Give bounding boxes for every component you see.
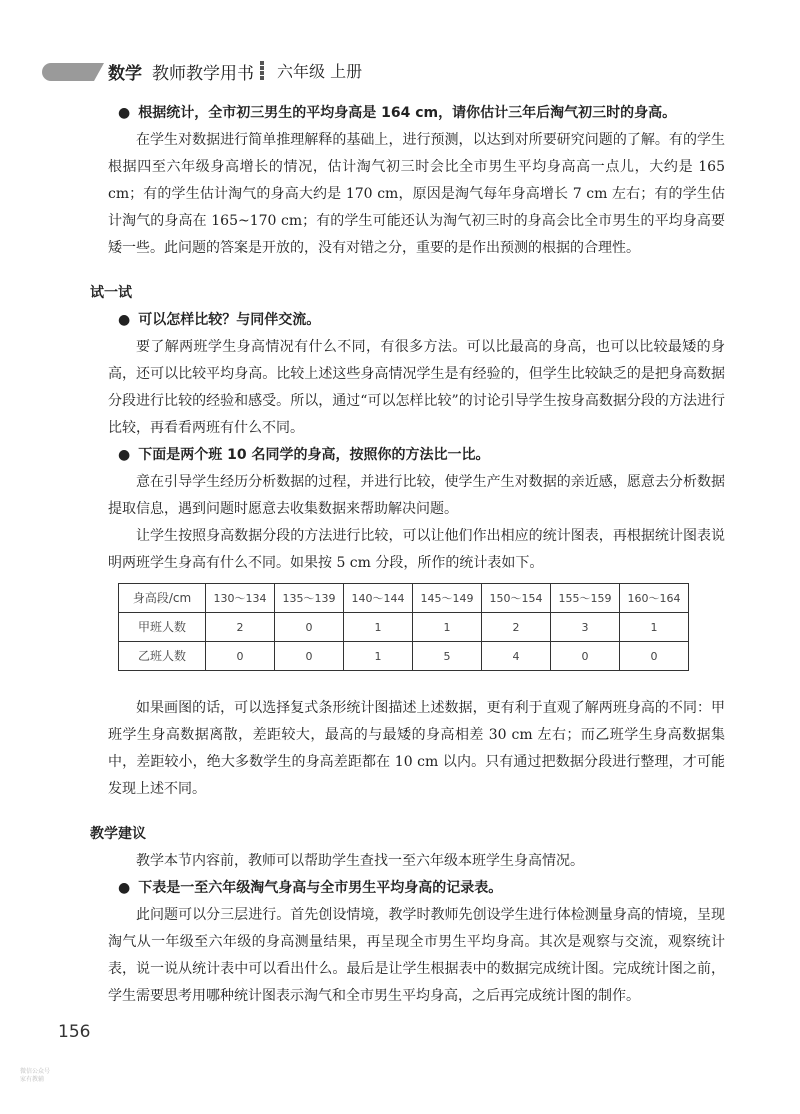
table-row [119, 642, 689, 671]
table-cell: 160～164 [620, 584, 689, 613]
header-subject: 数学 [108, 64, 142, 84]
watermark-line: 家有教辅 [20, 1076, 45, 1083]
bullet-question-4: ● 下表是一至六年级淘气身高与全市男生平均身高的记录表。 [118, 880, 503, 896]
header-tab-decoration [42, 63, 94, 81]
table-cell: 1 [413, 613, 482, 642]
page-content [90, 100, 725, 1010]
header-grade: 六年级 上册 [277, 62, 363, 81]
table-cell: 3 [551, 613, 620, 642]
section-heading-suggestion: 教学建议 [90, 826, 146, 842]
height-stats-table [118, 583, 689, 671]
table-cell: 乙班人数 [119, 642, 206, 671]
page-number: 156 [58, 1022, 91, 1042]
table-cell: 145～149 [413, 584, 482, 613]
table-cell: 150～154 [482, 584, 551, 613]
watermark [20, 1068, 50, 1084]
table-cell: 身高段/cm [119, 584, 206, 613]
page-header [0, 55, 800, 87]
bullet-question-3: ● 下面是两个班 10 名同学的身高，按照你的方法比一比。 [118, 447, 490, 463]
table-cell: 1 [344, 613, 413, 642]
bullet-question-2: ● 可以怎样比较？与同伴交流。 [118, 312, 321, 328]
paragraph-4: 让学生按照身高数据分段的方法进行比较，可以让他们作出相应的统计图表，再根据统计图表说明两班学生身高有什么不同。如果按 5 cm 分段，所作的统计表如下。 [108, 528, 725, 571]
table-cell: 0 [206, 642, 275, 671]
table-cell: 甲班人数 [119, 613, 206, 642]
header-separator [260, 61, 264, 81]
bullet-dot-icon: ● [118, 312, 131, 328]
table-cell: 0 [551, 642, 620, 671]
table-cell: 140～144 [344, 584, 413, 613]
table-cell: 0 [275, 642, 344, 671]
table-cell: 2 [206, 613, 275, 642]
paragraph-7: 此问题可以分三层进行。首先创设情境，教学时教师先创设学生进行体检测量身高的情境，呈现淘气从一年级至六年级的身高测量结果，再呈现全市男生平均身高。其次是观察与交流，观察统计表，说一说从统计表中可以看出什么。最后是让学生根据表中的数据完成统计图。完成统计图之前，学生需要思考用哪种统计图表示淘气和全市男生平均身高，之后再完成统计图的制作。 [108, 907, 725, 1004]
bullet-dot-icon: ● [118, 447, 131, 463]
table-cell: 2 [482, 613, 551, 642]
paragraph-3: 意在引导学生经历分析数据的过程，并进行比较，使学生产生对数据的亲近感，愿意去分析数据提取信息，遇到问题时愿意去收集数据来帮助解决问题。 [108, 474, 725, 517]
bullet-question-1: ● 根据统计，全市初三男生的平均身高是 164 cm，请你估计三年后淘气初三时的身高。 [118, 105, 677, 121]
watermark-line: 微信公众号 [20, 1068, 51, 1075]
table-cell: 0 [275, 613, 344, 642]
table-cell: 155～159 [551, 584, 620, 613]
paragraph-2: 要了解两班学生身高情况有什么不同，有很多方法。可以比最高的身高，也可以比较最矮的身高，还可以比较平均身高。比较上述这些身高情况学生是有经验的，但学生比较缺乏的是把身高数据分段进行比较的经验和感受。所以，通过“可以怎样比较”的讨论引导学生按身高数据分段的方法进行比较，再看看两班有什么不同。 [108, 339, 725, 436]
table-cell: 5 [413, 642, 482, 671]
table-cell: 135～139 [275, 584, 344, 613]
table-cell: 1 [620, 613, 689, 642]
bullet-dot-icon: ● [118, 880, 131, 896]
section-heading-try: 试一试 [90, 285, 132, 301]
table-cell: 0 [620, 642, 689, 671]
table-row [119, 613, 689, 642]
table-cell: 1 [344, 642, 413, 671]
paragraph-1: 在学生对数据进行简单推理解释的基础上，进行预测，以达到对所要研究问题的了解。有的学生根据四至六年级身高增长的情况，估计淘气初三时会比全市男生平均身高高一点儿，大约是 165 cm；有的学生估计淘气的身高大约是 170 cm，原因是淘气每年身高增长 7 cm 左右；有的学生估计淘气的身高在 165~170 cm；有的学生可能还认为淘气初三时的身高会比全市男生的平均身高要矮一些。此问题的答案是开放的，没有对错之分，重要的是作出预测的根据的合理性。 [108, 132, 725, 256]
table-header-row [119, 584, 689, 613]
header-book: 教师教学用书 [152, 64, 254, 84]
table-cell: 4 [482, 642, 551, 671]
table-cell: 130～134 [206, 584, 275, 613]
bullet-dot-icon: ● [118, 105, 131, 121]
paragraph-6: 教学本节内容前，教师可以帮助学生查找一至六年级本班学生身高情况。 [136, 853, 584, 869]
paragraph-5: 如果画图的话，可以选择复式条形统计图描述上述数据，更有利于直观了解两班身高的不同：甲班学生身高数据离散，差距较大，最高的与最矮的身高相差 30 cm 左右；而乙班学生身高数据集中，差距较小，绝大多数学生的身高差距都在 10 cm 以内。只有通过把数据分段进行整理，才可能发现上述不同。 [108, 700, 725, 797]
header-title [108, 59, 254, 84]
